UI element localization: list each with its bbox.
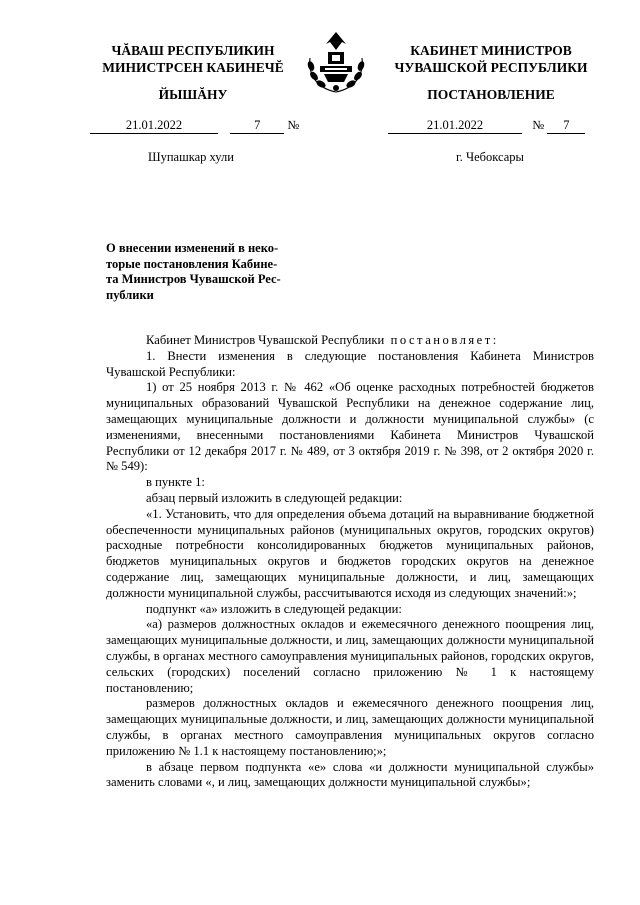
header-left-line1: ЧĂВАШ РЕСПУБЛИКИН [111,43,275,58]
emblem-icon [298,22,374,102]
right-doc-type: ПОСТАНОВЛЕНИЕ [427,87,555,102]
left-date-number [90,118,299,134]
header-right-line1: КАБИНЕТ МИНИСТРОВ [410,43,572,58]
title-line: торые постановления Кабине- [106,256,278,271]
left-city: Шупашкар хули [148,150,234,164]
right-date-number [388,118,585,134]
preamble-text: Кабинет Министров Чувашской Республики [146,333,385,347]
header-left-line2: МИНИСТРСЕН КАБИНЕЧĔ [102,60,284,75]
right-city: г. Чебоксары [456,150,524,164]
document-body [106,333,594,791]
right-number: 7 [547,118,585,134]
body-paragraph: «а) размеров должностных окладов и ежемесячного денежного поощрения лиц, замещающих муниципальные должности, и лиц, замещающих должности муниципальной службы, в органах местного самоуправления муниципальных районов, городских округов, сельских (городских) поселений согласно приложению № 1 к настоящему постановлению; [106,617,594,695]
title-line: та Министров Чувашской Рес- [106,272,281,286]
body-paragraph: абзац первый изложить в следующей редакции: [146,490,403,505]
body-paragraph: 1) от 25 ноября 2013 г. № 462 «Об оценке расходных потребностей бюджетов муниципальных образований Чувашской Республики на денежное содержание лиц, замещающих муниципальные должности и должности муниципальной службы» (с изменениями, внесенными постановлениями Кабинета Министров Чувашской Республики от 12 декабря 2017 г. № 489, от 3 октября 2019 г. № 398, от 2 октября 2020 г. № 549): [106,380,594,474]
right-number-sign: № [532,118,545,132]
body-paragraph: «1. Установить, что для определения объема дотаций на выравнивание бюджетной обеспеченности муниципальных районов (муниципальных округов, городских округов) расходные потребности консолидированных бюджетов муниципальных районов, бюджетов муниципальных округов и бюджетов городских округов на денежное содержание лиц, замещающих муниципальные должности, и лиц, замещающих должности муниципальной службы, рассчитываются исходя из следующих значений:»; [106,506,594,600]
body-paragraph: в абзаце первом подпункта «е» слова «и должности муниципальной службы» заменить словами «, и лиц, замещающих должности муниципальной службы»; [106,759,594,790]
body-paragraph: в пункте 1: [146,475,205,490]
body-paragraph: 1. Внести изменения в следующие постановления Кабинета Министров Чувашской Республики: [106,348,594,379]
header-right-line2: ЧУВАШСКОЙ РЕСПУБЛИКИ [394,60,588,75]
left-doc-type: ЙЫШĂНУ [158,87,228,102]
header-left [88,42,298,76]
document-title [106,241,316,303]
title-line: О внесении изменений в неко- [106,241,279,255]
title-line: публики [106,287,154,302]
body-paragraph [106,333,594,349]
left-number: 7 [230,118,284,134]
left-date: 21.01.2022 [90,118,218,134]
left-number-sign: № [287,118,300,132]
body-paragraph: размеров должностных окладов и ежемесячного денежного поощрения лиц, замещающих муниципальные должности, и лиц, замещающих должности муниципальной службы, в органах местного самоуправления муниципальных округов согласно приложению № 1.1 к настоящему постановлению;»; [106,696,594,758]
right-date: 21.01.2022 [388,118,522,134]
preamble-decree-word: постановляет: [390,333,499,347]
header-right [382,42,600,76]
body-paragraph: подпункт «а» изложить в следующей редакции: [146,601,402,616]
